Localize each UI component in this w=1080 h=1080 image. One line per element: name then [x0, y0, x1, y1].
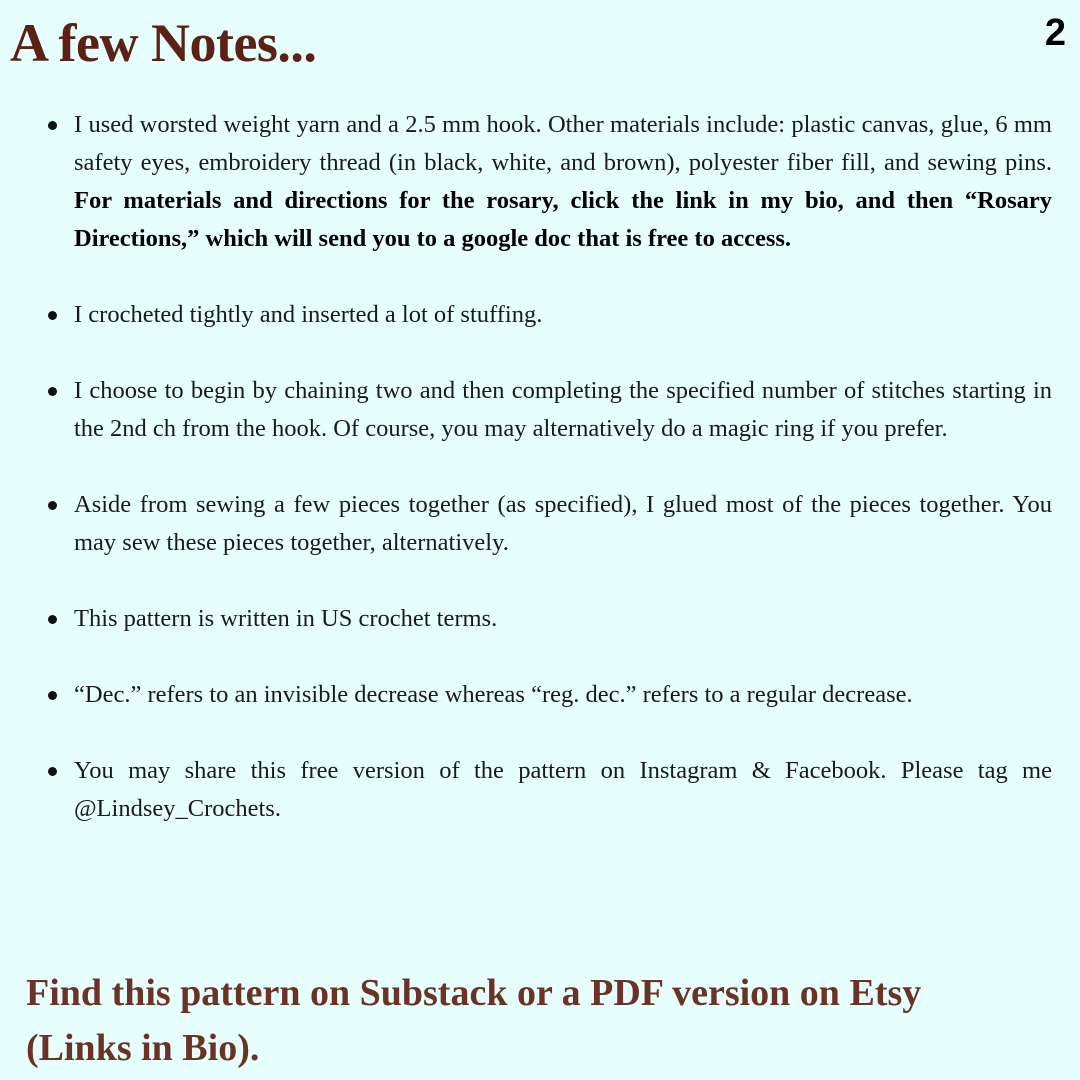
note-item-decrease: [74, 676, 1052, 714]
bullet-icon: [48, 121, 57, 130]
bullet-icon: [48, 691, 57, 700]
note-item-gluing: [74, 486, 1052, 562]
note-item-us-terms: [74, 600, 1052, 638]
bullet-icon: [48, 387, 57, 396]
rosary-directions-note: For materials and directions for the rosary, click the link in my bio, and then “Rosary Directions,” which will send you to a google doc that is free to access.: [74, 187, 1052, 252]
note-text: I used worsted weight yarn and a 2.5 mm hook. Other materials include: plastic canvas, glue, 6 mm safety eyes, embroidery thread (in black, white, and brown), polyester fiber fill, and sewing pins.: [74, 111, 1052, 176]
bullet-icon: [48, 615, 57, 624]
bullet-icon: [48, 311, 57, 320]
note-item-materials: [74, 106, 1052, 258]
note-item-starting-chain: [74, 372, 1052, 448]
note-text: You may share this free version of the pattern on Instagram & Facebook. Please tag me @Lindsey_Crochets.: [74, 757, 1052, 822]
note-text: I choose to begin by chaining two and then completing the specified number of stitches starting in the 2nd ch from the hook. Of course, you may alternatively do a magic ring if you prefer.: [74, 377, 1052, 442]
note-item-sharing: [74, 752, 1052, 828]
notes-list: [74, 106, 1052, 828]
footer-links-note: Find this pattern on Substack or a PDF version on Etsy (Links in Bio).: [26, 972, 922, 1069]
note-text: Aside from sewing a few pieces together (as specified), I glued most of the pieces together. You may sew these pieces together, alternatively.: [74, 491, 1052, 556]
bullet-icon: [48, 767, 57, 776]
bullet-icon: [48, 501, 57, 510]
page-number: 2: [1044, 12, 1066, 54]
page-title: A few Notes...: [10, 13, 317, 73]
note-item-stuffing: [74, 296, 1052, 334]
note-text: I crocheted tightly and inserted a lot of stuffing.: [74, 301, 543, 328]
note-text: This pattern is written in US crochet terms.: [74, 605, 498, 632]
note-text: “Dec.” refers to an invisible decrease whereas “reg. dec.” refers to a regular decrease.: [74, 681, 913, 708]
